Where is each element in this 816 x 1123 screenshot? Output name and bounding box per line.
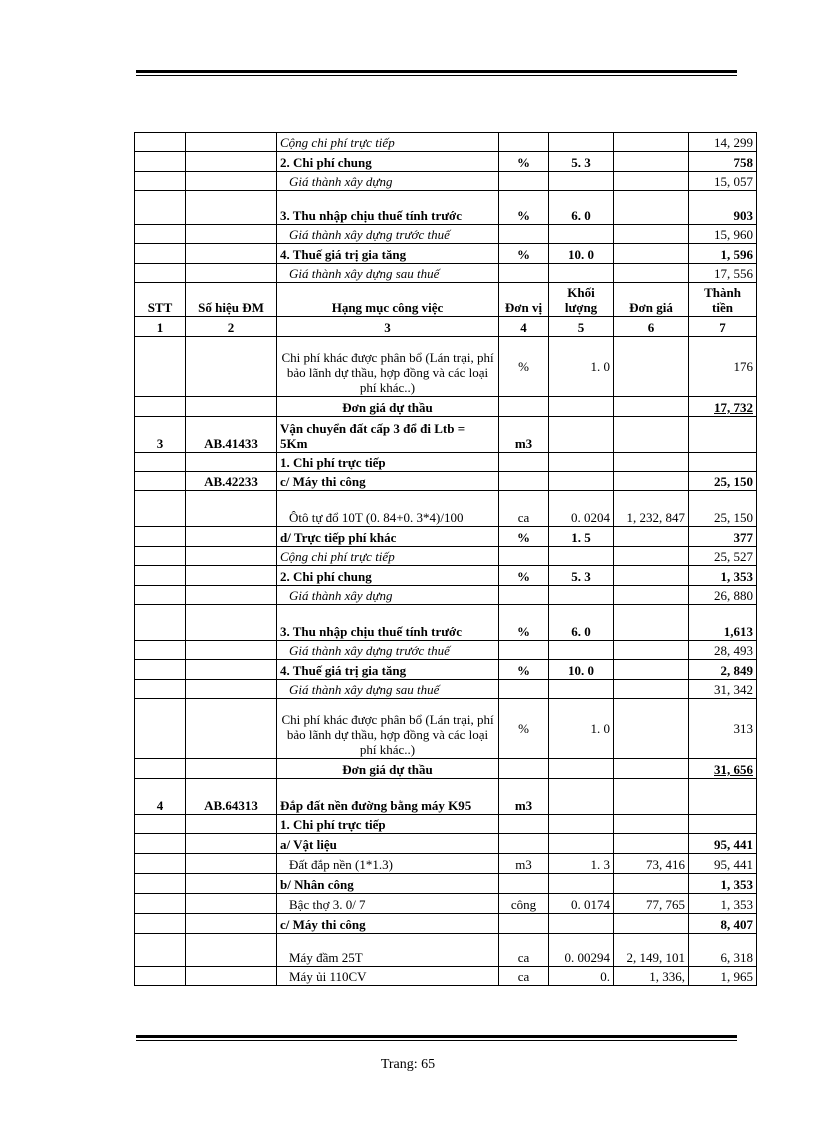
table-cell: 1, 353	[689, 874, 757, 894]
table-cell: Cộng chi phí trực tiếp	[277, 133, 499, 152]
table-cell	[186, 225, 277, 244]
table-cell: b/ Nhân công	[277, 874, 499, 894]
table-cell	[186, 660, 277, 680]
table-cell	[549, 680, 614, 699]
table-cell: ca	[499, 491, 549, 527]
table-cell: %	[499, 337, 549, 397]
table-cell	[614, 244, 689, 264]
table-cell	[135, 453, 186, 472]
table-cell: c/ Máy thi công	[277, 472, 499, 491]
table-cell: 26, 880	[689, 586, 757, 605]
table-cell	[186, 680, 277, 699]
table-row	[135, 660, 757, 680]
table-cell	[186, 914, 277, 934]
table-cell	[614, 472, 689, 491]
table-cell: 5. 3	[549, 566, 614, 586]
table-cell: Giá thành xây dựng trước thuế	[277, 225, 499, 244]
table-cell: 313	[689, 699, 757, 759]
table-cell	[549, 397, 614, 417]
table-cell: 0. 00294	[549, 934, 614, 967]
table-cell: 1. 0	[549, 337, 614, 397]
table-cell	[186, 566, 277, 586]
table-cell	[135, 244, 186, 264]
table-cell	[499, 641, 549, 660]
table-row	[135, 133, 757, 152]
table-cell	[614, 834, 689, 854]
table-cell: Đơn giá dự thầu	[277, 397, 499, 417]
table-cell: Bậc thợ 3. 0/ 7	[277, 894, 499, 914]
table-cell: 6, 318	[689, 934, 757, 967]
table-cell	[614, 874, 689, 894]
table-cell	[186, 894, 277, 914]
table-cell	[186, 527, 277, 547]
table-cell: 1	[135, 317, 186, 337]
table-cell	[614, 759, 689, 779]
table-row	[135, 244, 757, 264]
table-cell	[186, 605, 277, 641]
table-cell	[614, 133, 689, 152]
table-cell: 4. Thuế giá trị gia tăng	[277, 244, 499, 264]
table-cell	[614, 337, 689, 397]
table-cell	[186, 397, 277, 417]
table-cell	[614, 225, 689, 244]
table-cell: AB.64313	[186, 779, 277, 815]
table-row	[135, 283, 757, 317]
table-cell	[135, 337, 186, 397]
table-cell	[549, 815, 614, 834]
table-cell: 95, 441	[689, 834, 757, 854]
table-cell: 3. Thu nhập chịu thuế tính trước	[277, 605, 499, 641]
footer-rule	[136, 1035, 737, 1038]
table-cell	[186, 264, 277, 283]
table-row	[135, 417, 757, 453]
table-cell	[186, 759, 277, 779]
table-cell: Thành tiền	[689, 283, 757, 317]
table-cell	[549, 779, 614, 815]
table-cell	[614, 527, 689, 547]
table-cell: ca	[499, 967, 549, 986]
table-cell: 1. 5	[549, 527, 614, 547]
table-row	[135, 874, 757, 894]
table-cell	[186, 453, 277, 472]
table-cell: 3	[277, 317, 499, 337]
table-cell	[135, 547, 186, 566]
table-cell	[614, 566, 689, 586]
table-cell	[135, 934, 186, 967]
table-cell	[614, 660, 689, 680]
table-cell	[135, 854, 186, 874]
table-cell	[614, 264, 689, 283]
table-cell	[186, 834, 277, 854]
table-cell: 17, 556	[689, 264, 757, 283]
table-cell: 6. 0	[549, 191, 614, 225]
table-cell	[135, 264, 186, 283]
table-row	[135, 699, 757, 759]
table-cell: Chi phí khác được phân bổ (Lán trại, phí bảo lãnh dự thầu, hợp đồng và các loại phí khác..)	[277, 699, 499, 759]
table-cell	[186, 152, 277, 172]
table-cell: d/ Trực tiếp phí khác	[277, 527, 499, 547]
table-cell	[614, 172, 689, 191]
table-cell	[499, 225, 549, 244]
table-cell: 377	[689, 527, 757, 547]
table-cell	[549, 453, 614, 472]
table-row	[135, 225, 757, 244]
table-cell: 0. 0174	[549, 894, 614, 914]
table-cell	[549, 264, 614, 283]
table-row	[135, 264, 757, 283]
table-cell: 2, 149, 101	[614, 934, 689, 967]
table-cell: 2. Chi phí chung	[277, 152, 499, 172]
table-cell: 6. 0	[549, 605, 614, 641]
cost-estimate-table	[134, 132, 757, 986]
table-cell: Giá thành xây dựng trước thuế	[277, 641, 499, 660]
table-cell: STT	[135, 283, 186, 317]
page-label: Trang:	[380, 1057, 418, 1072]
table-cell: Hạng mục công việc	[277, 283, 499, 317]
table-cell: Vận chuyển đất cấp 3 đổ đi Ltb = 5Km	[277, 417, 499, 453]
table-cell: m3	[499, 779, 549, 815]
table-cell	[549, 641, 614, 660]
table-cell: c/ Máy thi công	[277, 914, 499, 934]
header-rule	[136, 70, 737, 73]
table-row	[135, 967, 757, 986]
table-cell: Đơn giá	[614, 283, 689, 317]
table-cell: 0. 0204	[549, 491, 614, 527]
table-cell: Đơn giá dự thầu	[277, 759, 499, 779]
table-cell	[549, 417, 614, 453]
table-cell: 758	[689, 152, 757, 172]
table-cell: 15, 057	[689, 172, 757, 191]
table-cell: %	[499, 566, 549, 586]
table-cell	[186, 586, 277, 605]
table-row	[135, 152, 757, 172]
table-row	[135, 759, 757, 779]
table-cell	[135, 172, 186, 191]
table-row	[135, 854, 757, 874]
table-cell: %	[499, 605, 549, 641]
table-cell	[549, 834, 614, 854]
table-cell	[499, 547, 549, 566]
table-cell	[135, 874, 186, 894]
table-cell	[614, 779, 689, 815]
table-cell: Giá thành xây dựng	[277, 172, 499, 191]
table-cell	[499, 133, 549, 152]
table-cell	[499, 680, 549, 699]
table-cell	[614, 815, 689, 834]
table-cell: 1, 336,	[614, 967, 689, 986]
table-cell: 17, 732	[689, 397, 757, 417]
table-cell	[186, 699, 277, 759]
table-row	[135, 172, 757, 191]
table-cell	[614, 191, 689, 225]
table-cell: 0.	[549, 967, 614, 986]
table-cell: Giá thành xây dựng	[277, 586, 499, 605]
table-cell	[135, 759, 186, 779]
table-cell: Số hiệu ĐM	[186, 283, 277, 317]
table-cell	[614, 453, 689, 472]
table-cell	[186, 641, 277, 660]
table-cell	[499, 453, 549, 472]
table-cell: 2	[186, 317, 277, 337]
table-cell: 4. Thuế giá trị gia tăng	[277, 660, 499, 680]
table-cell: 10. 0	[549, 244, 614, 264]
table-cell	[614, 397, 689, 417]
table-cell	[135, 834, 186, 854]
table-cell: 1. 0	[549, 699, 614, 759]
table-cell: a/ Vật liệu	[277, 834, 499, 854]
table-cell	[499, 472, 549, 491]
table-row	[135, 527, 757, 547]
table-cell	[689, 453, 757, 472]
table-cell: Chi phí khác được phân bổ (Lán trại, phí bảo lãnh dự thầu, hợp đồng và các loại phí khác..)	[277, 337, 499, 397]
table-cell	[499, 586, 549, 605]
table-cell	[614, 547, 689, 566]
table-cell: 1,613	[689, 605, 757, 641]
table-cell: 1. Chi phí trực tiếp	[277, 453, 499, 472]
table-row	[135, 680, 757, 699]
table-cell: Đắp đất nền đường bằng máy K95	[277, 779, 499, 815]
table-cell: %	[499, 527, 549, 547]
table-row	[135, 834, 757, 854]
table-cell: 95, 441	[689, 854, 757, 874]
table-cell	[135, 699, 186, 759]
table-cell	[549, 172, 614, 191]
page-footer	[0, 1057, 816, 1073]
table-row	[135, 914, 757, 934]
table-cell	[186, 874, 277, 894]
table-cell	[549, 547, 614, 566]
table-cell	[549, 759, 614, 779]
table-cell: 903	[689, 191, 757, 225]
table-cell	[135, 397, 186, 417]
table-row	[135, 472, 757, 491]
table-cell	[499, 815, 549, 834]
table-row	[135, 779, 757, 815]
table-cell	[689, 417, 757, 453]
table-cell	[135, 680, 186, 699]
table-cell: 3	[135, 417, 186, 453]
table-cell: 2. Chi phí chung	[277, 566, 499, 586]
table-cell	[135, 967, 186, 986]
table-cell: Khối lượng	[549, 283, 614, 317]
table-cell	[499, 834, 549, 854]
table-cell: 14, 299	[689, 133, 757, 152]
table-cell	[499, 759, 549, 779]
table-cell: 6	[614, 317, 689, 337]
table-cell: Đơn vị	[499, 283, 549, 317]
table-cell	[614, 699, 689, 759]
table-cell	[549, 472, 614, 491]
table-cell: 10. 0	[549, 660, 614, 680]
table-cell	[186, 191, 277, 225]
table-cell: 1, 353	[689, 566, 757, 586]
table-cell: 8, 407	[689, 914, 757, 934]
table-cell: m3	[499, 417, 549, 453]
table-cell	[549, 874, 614, 894]
table-cell	[549, 133, 614, 152]
table-row	[135, 586, 757, 605]
table-cell: 1, 596	[689, 244, 757, 264]
table-cell: 4	[499, 317, 549, 337]
table-row	[135, 453, 757, 472]
table-row	[135, 894, 757, 914]
table-cell	[135, 566, 186, 586]
table-cell	[186, 133, 277, 152]
table-cell: 1. 3	[549, 854, 614, 874]
table-row	[135, 397, 757, 417]
table-cell	[186, 172, 277, 191]
table-row	[135, 605, 757, 641]
table-row	[135, 491, 757, 527]
table-cell	[614, 914, 689, 934]
table-cell	[689, 779, 757, 815]
table-cell	[135, 527, 186, 547]
table-cell	[186, 934, 277, 967]
table-cell: %	[499, 191, 549, 225]
table-cell: AB.41433	[186, 417, 277, 453]
table-cell	[614, 641, 689, 660]
table-cell: 3. Thu nhập chịu thuế tính trước	[277, 191, 499, 225]
table-cell: Ôtô tự đổ 10T (0. 84+0. 3*4)/100	[277, 491, 499, 527]
table-cell: AB.42233	[186, 472, 277, 491]
table-cell	[614, 152, 689, 172]
table-cell: 5. 3	[549, 152, 614, 172]
table-cell	[135, 914, 186, 934]
table-cell: 1, 232, 847	[614, 491, 689, 527]
table-cell	[689, 815, 757, 834]
table-cell	[135, 894, 186, 914]
table-cell	[135, 491, 186, 527]
table-row	[135, 815, 757, 834]
table-cell: 15, 960	[689, 225, 757, 244]
table-cell	[135, 191, 186, 225]
table-row	[135, 317, 757, 337]
table-cell: 1, 353	[689, 894, 757, 914]
table-cell: Cộng chi phí trực tiếp	[277, 547, 499, 566]
table-cell: Máy ủi 110CV	[277, 967, 499, 986]
table-row	[135, 547, 757, 566]
table-cell: 31, 656	[689, 759, 757, 779]
table-cell	[186, 244, 277, 264]
table-cell: Máy đầm 25T	[277, 934, 499, 967]
table-cell: m3	[499, 854, 549, 874]
table-cell	[549, 225, 614, 244]
table-cell	[549, 914, 614, 934]
table-cell	[614, 586, 689, 605]
table-cell: ca	[499, 934, 549, 967]
table-cell: 25, 150	[689, 472, 757, 491]
table-cell: %	[499, 660, 549, 680]
table-row	[135, 337, 757, 397]
table-cell: 2, 849	[689, 660, 757, 680]
table-cell	[614, 680, 689, 699]
table-cell: 176	[689, 337, 757, 397]
table-cell	[499, 264, 549, 283]
table-cell	[186, 854, 277, 874]
table-cell	[135, 586, 186, 605]
table-cell: Giá thành xây dựng sau thuế	[277, 264, 499, 283]
table-cell	[186, 815, 277, 834]
table-cell	[135, 641, 186, 660]
table-cell: %	[499, 244, 549, 264]
table-cell: 4	[135, 779, 186, 815]
table-cell	[499, 397, 549, 417]
table-cell	[549, 586, 614, 605]
table-cell: 73, 416	[614, 854, 689, 874]
table-row	[135, 566, 757, 586]
table-cell	[614, 605, 689, 641]
table-cell: 25, 527	[689, 547, 757, 566]
table-row	[135, 934, 757, 967]
table-cell	[499, 874, 549, 894]
table-cell: 7	[689, 317, 757, 337]
table-cell	[135, 152, 186, 172]
table-cell: 31, 342	[689, 680, 757, 699]
table-cell: 1, 965	[689, 967, 757, 986]
table-cell	[135, 133, 186, 152]
table-cell	[186, 967, 277, 986]
table-cell: 28, 493	[689, 641, 757, 660]
table-cell: 25, 150	[689, 491, 757, 527]
table-cell: Giá thành xây dựng sau thuế	[277, 680, 499, 699]
table-cell	[499, 172, 549, 191]
table-cell	[135, 225, 186, 244]
table-cell	[135, 472, 186, 491]
table-cell: công	[499, 894, 549, 914]
table-cell	[135, 605, 186, 641]
table-cell: Đất đắp nền (1*1.3)	[277, 854, 499, 874]
table-cell	[135, 660, 186, 680]
table-cell: %	[499, 699, 549, 759]
table-cell	[186, 491, 277, 527]
table-cell: 77, 765	[614, 894, 689, 914]
table-cell: 5	[549, 317, 614, 337]
table-body	[135, 133, 757, 986]
page-number: 65	[421, 1057, 436, 1072]
table-cell	[135, 815, 186, 834]
table-cell	[499, 914, 549, 934]
table-cell	[186, 547, 277, 566]
table-cell	[186, 337, 277, 397]
table-cell: %	[499, 152, 549, 172]
table-cell: 1. Chi phí trực tiếp	[277, 815, 499, 834]
table-row	[135, 641, 757, 660]
table-cell	[614, 417, 689, 453]
table-row	[135, 191, 757, 225]
